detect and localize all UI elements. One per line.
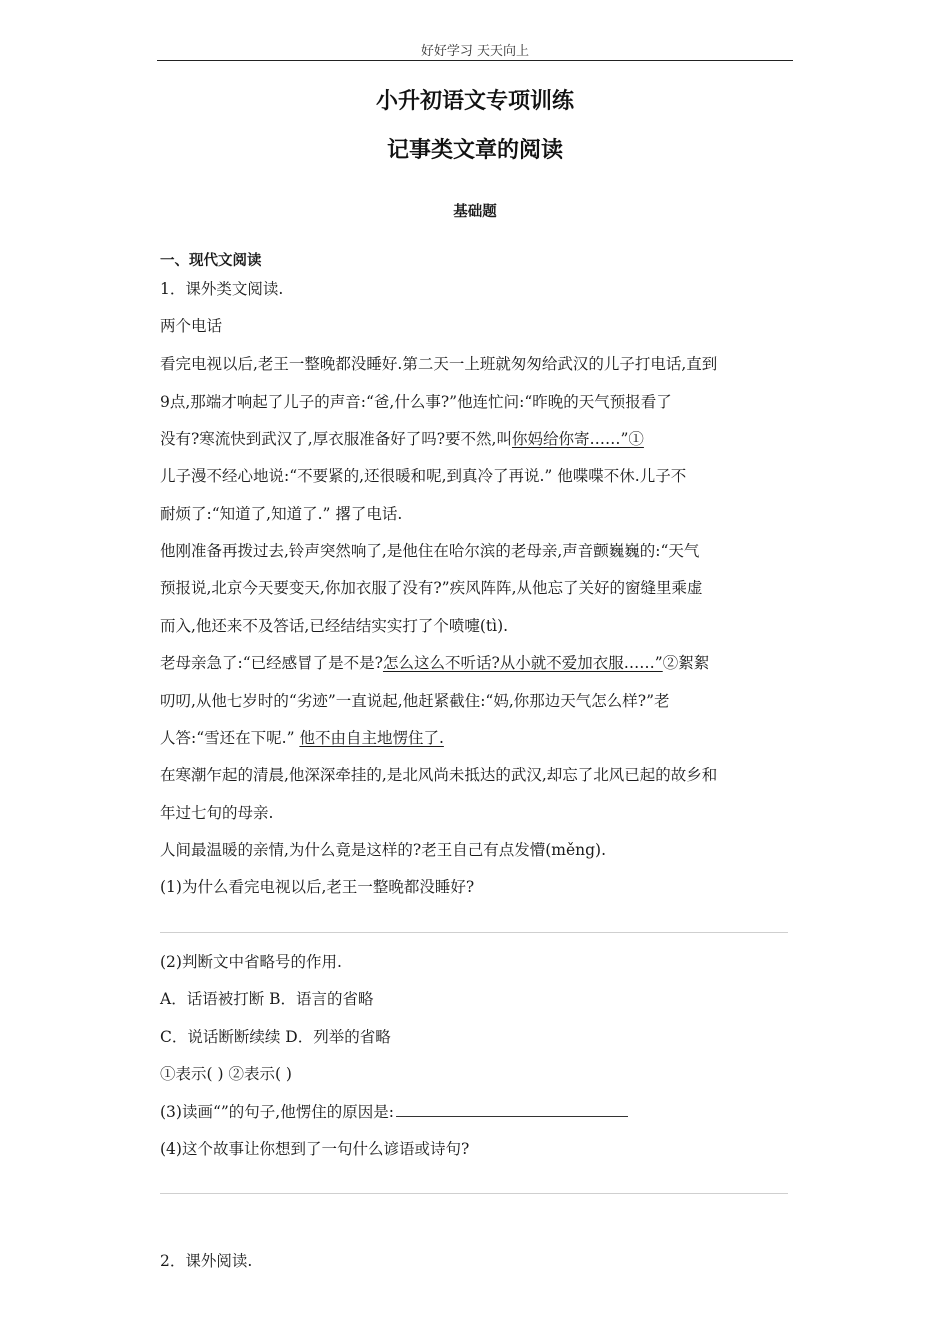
document-title: 小升初语文专项训练 [375,89,574,114]
paragraph-1-line-1: 看完电视以后,老王一整晚都没睡好.第二天一上班就匆匆给武汉的儿子打电话,直到 [160,355,718,373]
paragraph-2-line-1: 儿子漫不经心地说:“不要紧的,还很暖和呢,到真冷了再说.” 他喋喋不休.儿子不 [160,467,687,485]
paragraph-5-line-2: 年过七旬的母亲. [160,804,274,822]
header-divider [157,60,793,61]
paragraph-3-line-2: 预报说,北京今天要变天,你加衣服了没有?”疾风阵阵,从他忘了关好的窗缝里乘虚 [160,579,703,597]
options-c-d: C．说话断断续续 D．列举的省略 [160,1028,391,1046]
answer-line-4[interactable] [160,1193,788,1194]
sub-question-4: (4)这个故事让你想到了一句什么谚语或诗句? [160,1140,470,1158]
paragraph-1-line-3-text: 没有?寒流快到武汉了,厚衣服准备好了吗?要不然,叫 [160,430,512,448]
answer-blank-3[interactable] [396,1100,628,1117]
page-header: 好好学习 天天向上 [420,44,530,59]
sub-question-2: (2)判断文中省略号的作用. [160,953,342,971]
answer-marks: ①表示( ) ②表示( ) [160,1065,292,1083]
paragraph-4-line-1 [160,652,709,674]
underlined-sentence-2: 怎么这么不听话?从小就不爱加衣服……” [382,654,663,672]
paragraph-4-line-2: 叨叨,从他七岁时的“劣迹”一直说起,他赶紧截住:“妈,你那边天气怎么样?”老 [160,692,670,710]
underlined-sentence-3: 他不由自主地愣住了. [299,729,444,747]
options-a-b: A．话语被打断 B．语言的省略 [160,990,374,1008]
paragraph-4-line-3-text: 人答:“雪还在下呢.” [160,729,300,747]
paragraph-5-line-1: 在寒潮乍起的清晨,他深深牵挂的,是北风尚未抵达的武汉,却忘了北风已起的故乡和 [160,766,718,784]
paragraph-4-line-1-text: 老母亲急了:“已经感冒了是不是? [160,654,383,672]
sub-question-1: (1)为什么看完电视以后,老王一整晚都没睡好? [160,878,475,896]
underlined-sentence-1: 你妈给你寄……”① [511,430,644,448]
sub-question-3 [160,1100,628,1123]
paragraph-3-line-3: 而入,他还来不及答话,已经结结实实打了个喷嚏(tì). [160,617,509,635]
question-2-label: 2．课外阅读. [160,1252,253,1270]
document-subtitle: 记事类文章的阅读 [386,138,563,163]
paragraph-6: 人间最温暖的亲情,为什么竟是这样的?老王自己有点发懵(měng). [160,841,607,859]
paragraph-1-line-3 [160,428,644,450]
paragraph-3-line-1: 他刚准备再拨过去,铃声突然响了,是他住在哈尔滨的老母亲,声音颤巍巍的:“天气 [160,542,700,560]
story-title: 两个电话 [160,317,223,335]
paragraph-2-line-2: 耐烦了:“知道了,知道了.” 撂了电话. [160,505,403,523]
question-1-label: 1．课外类文阅读. [160,280,284,298]
paragraph-4-line-1-tail: ②絮絮 [662,654,710,672]
difficulty-label: 基础题 [453,204,497,220]
answer-line-1[interactable] [160,932,788,933]
paragraph-4-line-3 [160,727,444,749]
sub-question-3-text: (3)读画“”的句子,他愣住的原因是: [160,1103,394,1121]
section-heading: 一、现代文阅读 [160,253,262,269]
paragraph-1-line-2: 9点,那端才响起了儿子的声音:“爸,什么事?”他连忙问:“昨晚的天气预报看了 [160,393,672,411]
